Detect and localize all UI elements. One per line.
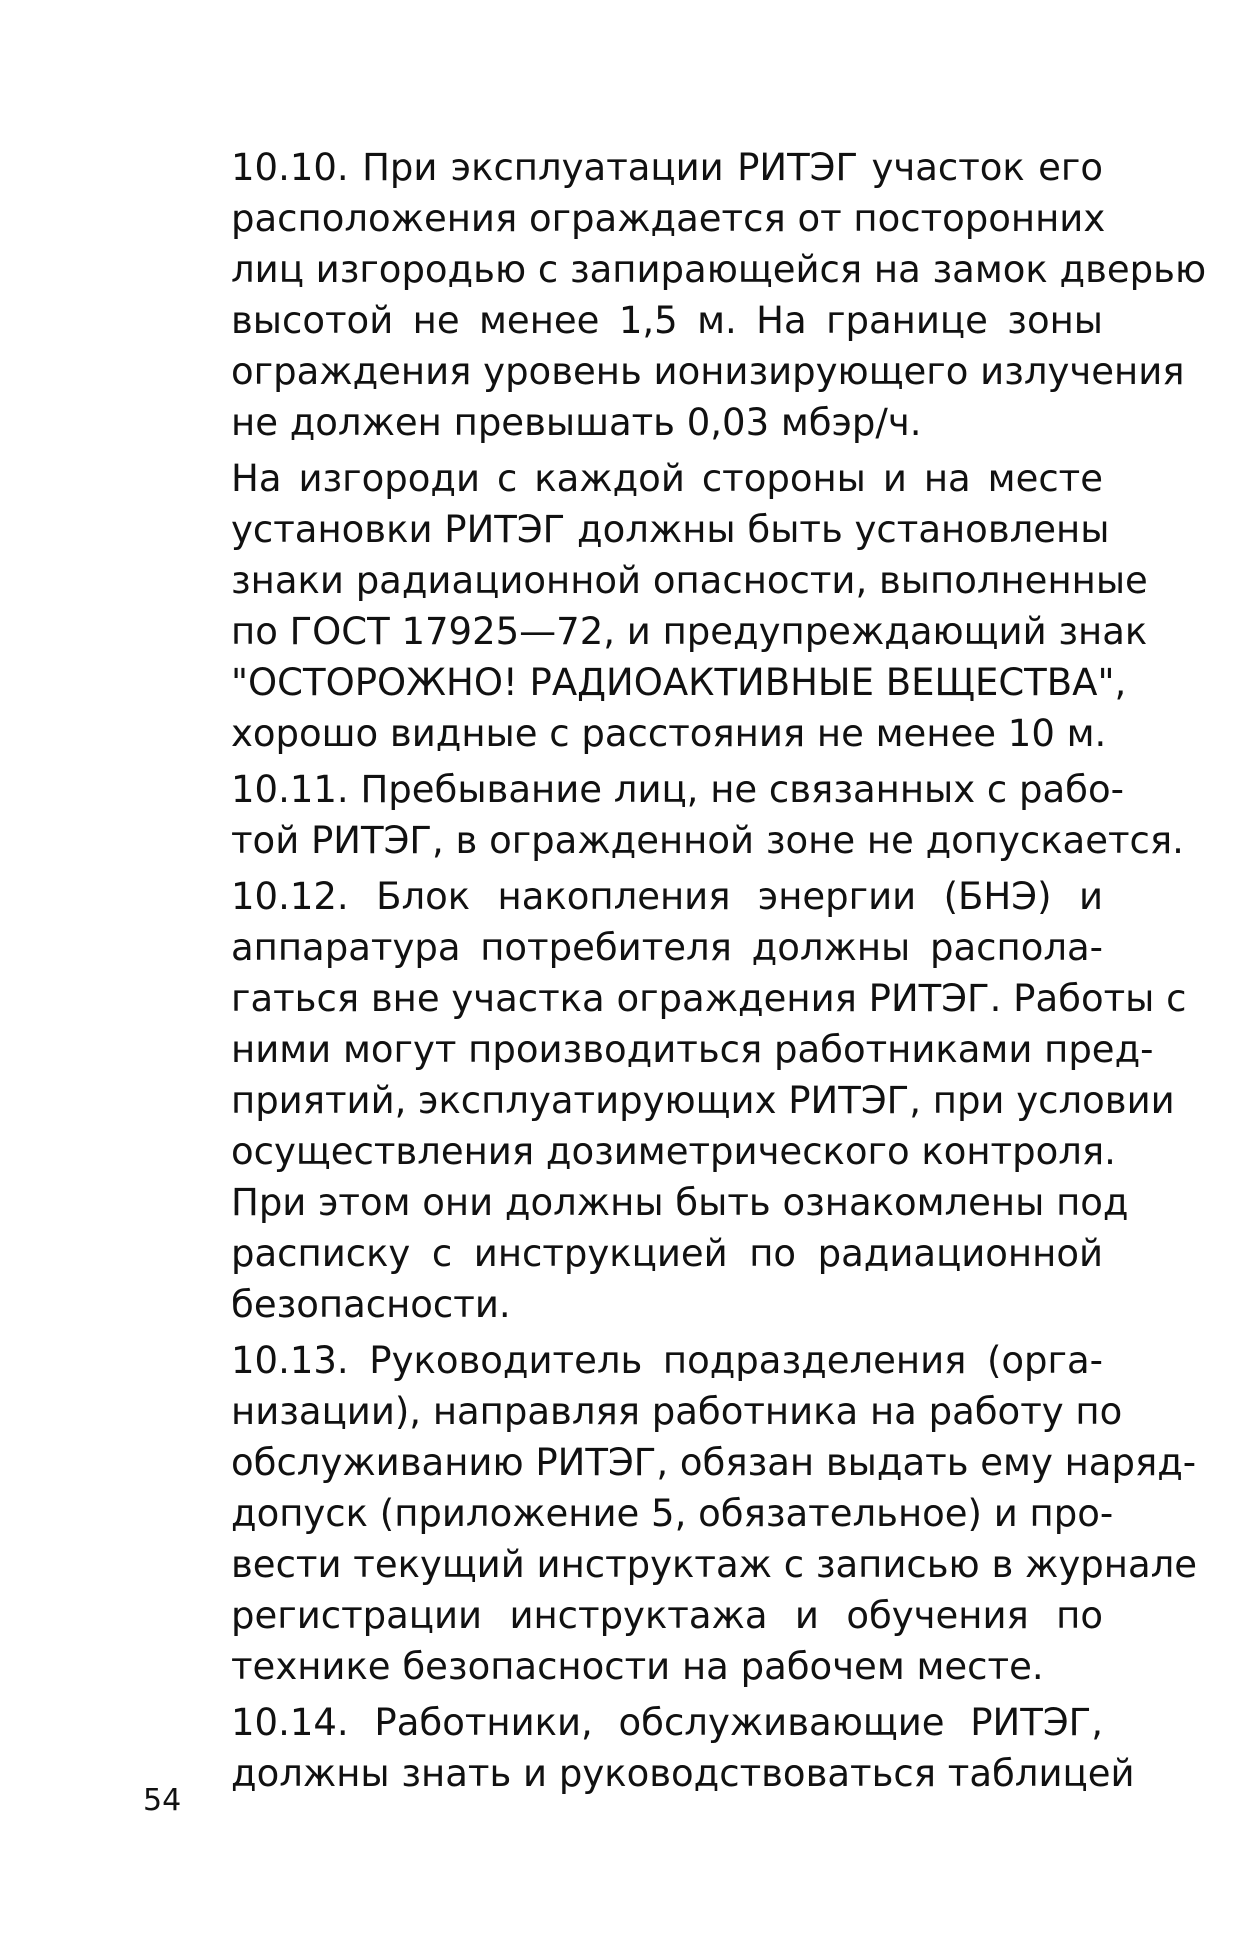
paragraph-10-12	[143, 871, 1187, 1330]
text-line: по ГОСТ 17925—72, и предупреждающий знак	[231, 610, 1148, 653]
text-line: лиц изгородью с запирающейся на замок дверью	[231, 248, 1207, 291]
text-line: 10.13. Руководитель подразделения (орга-	[231, 1339, 1103, 1382]
paragraph-10-11	[143, 764, 1184, 866]
text-line: допуск (приложение 5, обязательное) и про-	[231, 1492, 1114, 1535]
text-line: ограждения уровень ионизирующего излучения	[231, 350, 1185, 393]
text-line: установки РИТЭГ должны быть установлены	[231, 508, 1110, 551]
text-line: расписку с инструкцией по радиационной	[231, 1232, 1103, 1275]
text-line: той РИТЭГ, в огражденной зоне не допускается.	[231, 819, 1184, 862]
text-line: регистрации инструктажа и обучения по	[231, 1594, 1103, 1637]
text-line: технике безопасности на рабочем месте.	[231, 1645, 1044, 1688]
text-line: При этом они должны быть ознакомлены под	[231, 1181, 1129, 1224]
paragraph-10-13	[143, 1335, 1198, 1692]
text-line: 10.10. При эксплуатации РИТЭГ участок его	[231, 146, 1103, 189]
text-line: 10.14. Работники, обслуживающие РИТЭГ,	[231, 1701, 1103, 1744]
text-line: аппаратура потребителя должны распола-	[231, 926, 1103, 969]
paragraph-10-14	[143, 1697, 1135, 1799]
text-line: знаки радиационной опасности, выполненные	[231, 559, 1148, 602]
paragraph-10-10	[143, 142, 1207, 448]
text-line: осуществления дозиметрического контроля.	[231, 1130, 1116, 1173]
text-line: высотой не менее 1,5 м. На границе зоны	[231, 299, 1103, 342]
text-line: гаться вне участка ограждения РИТЭГ. Работы с	[231, 977, 1187, 1020]
page-number: 54	[143, 1783, 182, 1818]
text-line: должны знать и руководствоваться таблицей	[231, 1752, 1135, 1795]
text-line: обслуживанию РИТЭГ, обязан выдать ему наряд-	[231, 1441, 1197, 1484]
text-line: не должен превышать 0,03 мбэр/ч.	[231, 401, 922, 444]
body-text	[143, 142, 1207, 1804]
text-line: расположения ограждается от посторонних	[231, 197, 1106, 240]
text-line: "ОСТОРОЖНО! РАДИОАКТИВНЫЕ ВЕЩЕСТВА",	[231, 661, 1127, 704]
text-line: низации), направляя работника на работу по	[231, 1390, 1123, 1433]
text-line: На изгороди с каждой стороны и на месте	[231, 457, 1103, 500]
text-line: безопасности.	[231, 1283, 511, 1326]
text-line: вести текущий инструктаж с записью в журнале	[231, 1543, 1198, 1586]
text-line: 10.12. Блок накопления энергии (БНЭ) и	[231, 875, 1103, 918]
paragraph-fence-signs	[143, 453, 1148, 759]
text-line: ними могут производиться работниками пред-	[231, 1028, 1154, 1071]
text-line: 10.11. Пребывание лиц, не связанных с рабо-	[231, 768, 1124, 811]
text-line: приятий, эксплуатирующих РИТЭГ, при условии	[231, 1079, 1175, 1122]
text-line: хорошо видные с расстояния не менее 10 м.	[231, 712, 1107, 755]
